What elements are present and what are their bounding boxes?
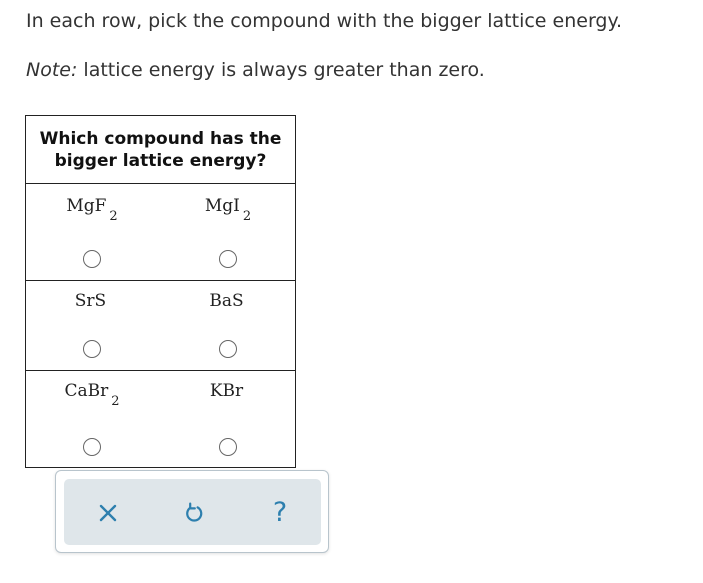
instruction-text: In each row, pick the compound with the bigger lattice energy. [26, 10, 623, 32]
radio-row3-right[interactable] [219, 438, 237, 456]
table-header: Which compound has the bigger lattice energy? [26, 116, 295, 184]
compound-left [42, 381, 142, 409]
radio-row1-left[interactable] [83, 250, 101, 268]
formula-base: CaBr [64, 381, 109, 401]
formula-base: MgI [204, 196, 240, 216]
table-row [26, 184, 295, 281]
clear-button[interactable] [94, 499, 122, 527]
note-body: lattice energy is always greater than zero. [77, 59, 485, 81]
note-label: Note: [26, 59, 78, 81]
compound-left [42, 291, 142, 311]
note-text [26, 57, 485, 83]
toolbar-panel [64, 479, 321, 545]
compound-table [25, 115, 296, 468]
radio-row2-left[interactable] [83, 340, 101, 358]
formula-base: BaS [209, 291, 244, 311]
undo-icon [182, 501, 206, 525]
close-icon [97, 502, 119, 524]
answer-toolbar [55, 470, 329, 553]
help-button[interactable] [266, 499, 294, 527]
formula-base: MgF [66, 196, 107, 216]
compound-right [178, 196, 278, 224]
table-row [26, 281, 295, 371]
table-row [26, 371, 295, 469]
radio-row3-left[interactable] [83, 438, 101, 456]
compound-right [178, 381, 278, 401]
compound-left [42, 196, 142, 224]
formula-subscript: 2 [109, 209, 118, 224]
formula-subscript: 2 [242, 209, 252, 224]
formula-base: SrS [74, 291, 107, 311]
help-icon: ? [272, 497, 288, 528]
formula-base: KBr [209, 381, 244, 401]
compound-right [178, 291, 278, 311]
undo-button[interactable] [180, 499, 208, 527]
radio-row2-right[interactable] [219, 340, 237, 358]
radio-row1-right[interactable] [219, 250, 237, 268]
formula-subscript: 2 [111, 394, 120, 409]
